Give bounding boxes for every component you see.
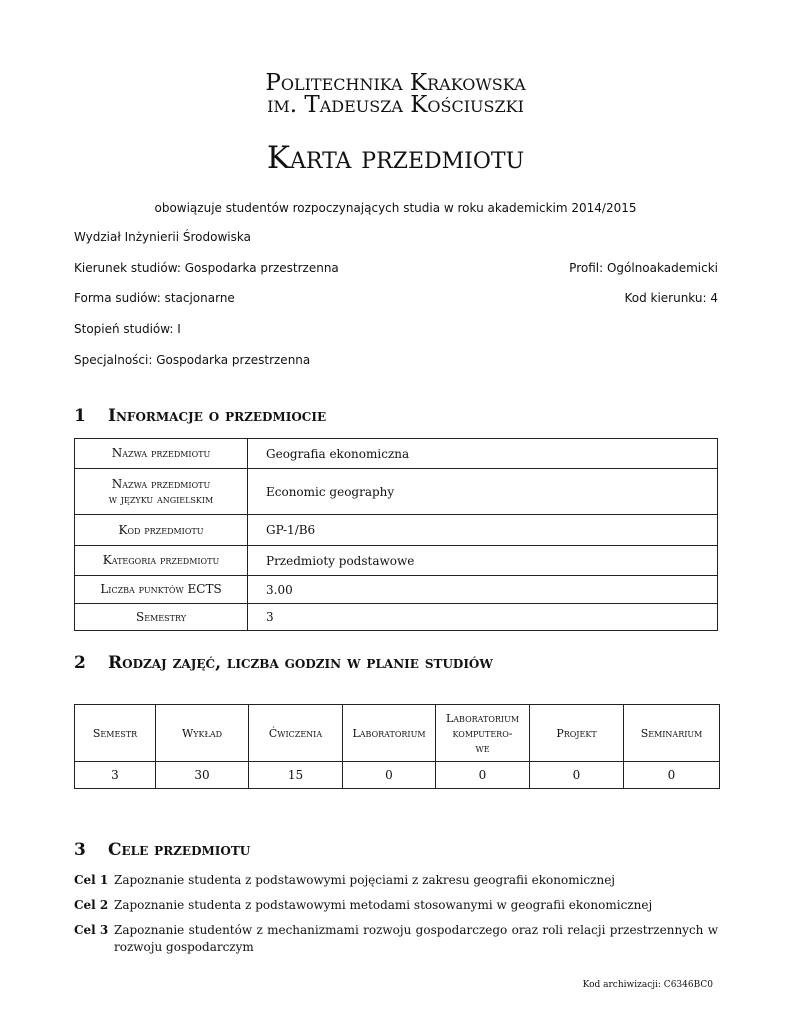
university-name: Politechnika Krakowska: [265, 70, 526, 96]
row-label: Semestry: [75, 604, 248, 631]
row-label: Nazwa przedmiotu: [75, 439, 248, 469]
table-header-row: [75, 705, 720, 762]
row-label-line: Nazwa przedmiotu: [111, 476, 211, 491]
goal-tag: Cel 3: [74, 923, 109, 937]
goal-text: Zapoznanie studentów z mechanizmami rozwoju gospodarczego oraz roli relacji przestrzennych w rozwoju gospodarczym: [114, 923, 718, 954]
faculty: Wydział Inżynierii Środowiska: [74, 230, 251, 244]
row-value: GP-1/B6: [248, 515, 718, 546]
column-header: Wykład: [156, 705, 249, 762]
column-header: Projekt: [530, 705, 624, 762]
row-value: 3.00: [248, 576, 718, 604]
page-title: Karta przedmiotu: [266, 140, 525, 176]
column-header-line: we: [475, 741, 490, 755]
column-header: [436, 705, 530, 762]
table-row: [75, 469, 718, 515]
subject-info-table: [74, 438, 718, 631]
goal-text: Zapoznanie studenta z podstawowymi metodami stosowanymi w geografii ekonomicznej: [114, 898, 653, 912]
row-label: [75, 469, 248, 515]
section-title: Cele przedmiotu: [108, 840, 251, 860]
section-number: 3: [74, 840, 86, 860]
row-label: Kategoria przedmiotu: [75, 546, 248, 576]
section-number: 2: [74, 653, 86, 673]
row-value: Przedmioty podstawowe: [248, 546, 718, 576]
row-label: Kod przedmiotu: [75, 515, 248, 546]
field-code: Kod kierunku: 4: [624, 291, 718, 305]
column-header: Laboratorium: [343, 705, 436, 762]
table-row: [75, 762, 720, 789]
study-form: Forma sudiów: stacjonarne: [74, 291, 235, 305]
table-row: [75, 604, 718, 631]
table-cell: 0: [530, 762, 624, 789]
section-title: Informacje o przedmiocie: [108, 406, 327, 426]
row-value: Economic geography: [248, 469, 718, 515]
validity-notice: obowiązuje studentów rozpoczynających studia w roku akademickim 2014/2015: [154, 201, 637, 215]
degree-level: Stopień studiów: I: [74, 322, 181, 336]
hours-table: [74, 704, 720, 789]
row-label: Liczba punktów ECTS: [75, 576, 248, 604]
archive-code: Kod archiwizacji: C6346BC0: [582, 980, 713, 990]
specialties: Specjalności: Gospodarka przestrzenna: [74, 353, 311, 367]
goal-tag: Cel 2: [74, 898, 109, 912]
table-cell: 0: [343, 762, 436, 789]
profile: Profil: Ogólnoakademicki: [569, 261, 718, 275]
table-cell: 0: [624, 762, 720, 789]
column-header: Ćwiczenia: [249, 705, 343, 762]
column-header: Seminarium: [624, 705, 720, 762]
column-header-line: Laboratorium: [445, 711, 520, 725]
field-of-study: Kierunek studiów: Gospodarka przestrzenna: [74, 261, 339, 275]
section-3-heading: [74, 840, 250, 860]
table-cell: 15: [249, 762, 343, 789]
table-cell: 30: [156, 762, 249, 789]
goal-item: [74, 872, 718, 889]
table-row: [75, 576, 718, 604]
row-value: 3: [248, 604, 718, 631]
row-label-line: w języku angielskim: [108, 491, 214, 506]
table-cell: 3: [75, 762, 156, 789]
university-patron: im. Tadeusza Kościuszki: [267, 92, 524, 118]
section-title: Rodzaj zajęć, liczba godzin w planie studiów: [108, 653, 493, 673]
goal-tag: Cel 1: [74, 873, 109, 887]
section-2-heading: [74, 653, 493, 673]
section-number: 1: [74, 406, 86, 426]
table-row: [75, 439, 718, 469]
table-row: [75, 546, 718, 576]
goal-item: [74, 922, 718, 954]
table-row: [75, 515, 718, 546]
column-header: Semestr: [75, 705, 156, 762]
section-1-heading: [74, 406, 326, 426]
goal-text: Zapoznanie studenta z podstawowymi pojęciami z zakresu geografii ekonomicznej: [114, 873, 616, 887]
goal-item: [74, 897, 718, 914]
row-value: Geografia ekonomiczna: [248, 439, 718, 469]
table-cell: 0: [436, 762, 530, 789]
column-header-line: komputero-: [452, 726, 513, 740]
